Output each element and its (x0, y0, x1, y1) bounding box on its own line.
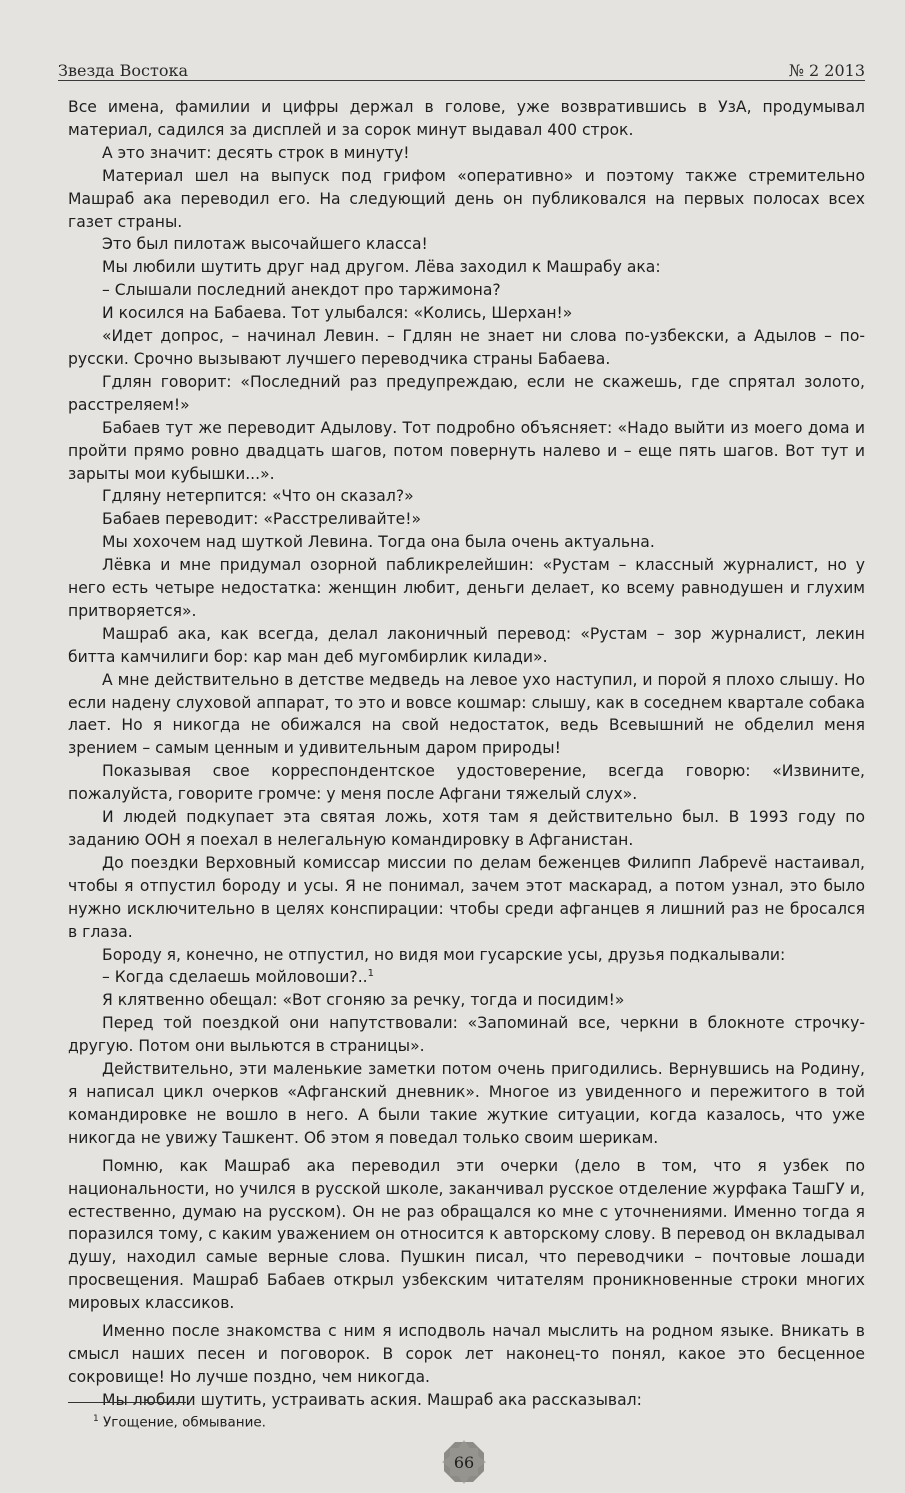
paragraph: «Идет допрос, – начинал Левин. – Гдлян не знает ни слова по-узбекски, а Адылов – по-русски. Срочно вызывают лучшего переводчика страны Бабаева. (68, 327, 865, 368)
article-body (68, 96, 865, 1412)
footnote-number: 1 (93, 1414, 99, 1424)
footnote-text: Угощение, обмывание. (103, 1414, 266, 1431)
paragraph: Бороду я, конечно, не отпустил, но видя мои гусарские усы, друзья подкалывали: (102, 945, 786, 964)
footnote (93, 1410, 266, 1432)
paragraph: Машраб ака, как всегда, делал лаконичный перевод: «Рустам – зор журналист, лекин битта камчилиги бор: кар ман деб мугомбирлик килади». (68, 624, 865, 666)
paragraph: Материал шел на выпуск под грифом «оперативно» и поэтому также стремительно Машраб ака переводил его. На следующий день он публиковался на первых полосах всех газет страны. (68, 166, 865, 231)
paragraph: А мне действительно в детстве медведь на левое ухо наступил, и порой я плохо слышу. Но если надену слуховой аппарат, то это и вовсе кошмар: слышу, как в соседнем квартале собака лает. Но я никогда не обижался на свой недостаток, ведь Всевышний не обделил меня зрением – самым ценным и удивительным даром природы! (68, 670, 866, 758)
paragraph-with-footnote (68, 966, 865, 989)
paragraph: Гдлян говорит: «Последний раз предупреждаю, если не скажешь, где спрятал золото, расстреляем!» (68, 372, 865, 414)
page-number-badge (442, 1440, 486, 1484)
header-rule (58, 80, 865, 81)
paragraph: Перед той поездкой они напутствовали: «Запоминай все, черкни в блокноте строчку-другую. Потом они выльются в страницы». (68, 1014, 865, 1056)
paragraph: Это был пилотаж высочайшего класса! (102, 235, 428, 254)
paragraph: Действительно, эти маленькие заметки потом очень пригодились. Вернувшись на Родину, я написал цикл очерков «Афганский дневник». Многое из увиденного и пережитого в той командировке не вошло в него. А были такие жуткие ситуации, когда казалось, что уже никогда не увижу Ташкент. Об этом я поведал только своим шерикам. (68, 1060, 865, 1147)
paragraph: Я клятвенно обещал: «Вот сгоняю за речку, тогда и посидим!» (102, 991, 625, 1010)
issue-label: № 2 2013 (788, 61, 865, 80)
footnote-reference[interactable]: 1 (367, 968, 374, 980)
page-number: 66 (453, 1452, 475, 1472)
paragraph: Именно после знакомства с ним я исподволь начал мыслить на родном языке. Вникать в смысл наших песен и поговорок. В сорок лет наконец-то понял, какое это бесценное сокровище! Но лучше поздно, чем никогда. (68, 1322, 865, 1386)
paragraph: Гдляну нетерпится: «Что он сказал?» (102, 487, 414, 506)
paragraph: И людей подкупает эта святая ложь, хотя там я действительно был. В 1993 году по заданию ООН я поехал в нелегальную командировку в Афганистан. (68, 808, 865, 849)
paragraph: И косился на Бабаева. Тот улыбался: «Колись, Шерхан!» (102, 304, 573, 323)
paragraph: Лёвка и мне придумал озорной пабликрелейшин: «Рустам – классный журналист, но у него есть четыре недостатка: женщин любит, деньги делает, ко всему равнодушен и глухим притворяется». (68, 556, 865, 620)
paragraph-text: – Когда сделаешь мойловоши?.. (102, 968, 368, 987)
paragraph: Мы любили шутить, устраивать аския. Машраб ака рассказывал: (102, 1390, 642, 1409)
paragraph: А это значит: десять строк в минуту! (102, 143, 410, 162)
paragraph: Помню, как Машраб ака переводил эти очерки (дело в том, что я узбек по национальности, но учился в русской школе, заканчивал русское отделение журфака ТашГУ и, естественно, думаю на русском). Он не раз обращался ко мне с уточнениями. Именно тогда я поразился тому, с каким уважением он относится к авторскому слову. В перевод он вкладывал душу, находил самые верные слова. Пушкин писал, что переводчики – почтовые лошади просвещения. Машраб Бабаев открыл узбекским читателям проникновенные строки многих мировых классиков. (68, 1156, 865, 1313)
paragraph: Бабаев тут же переводит Адылову. Тот подробно объясняет: «Надо выйти из моего дома и пройти прямо ровно двадцать шагов, потом повернуть налево и – еще пять шагов. Вот тут и зарыты мои кубышки...». (68, 418, 865, 483)
footnote-rule (68, 1402, 186, 1403)
paragraph: Бабаев переводит: «Расстреливайте!» (102, 510, 422, 529)
journal-title: Звезда Востока (58, 61, 189, 80)
paragraph: Мы хохочем над шуткой Левина. Тогда она была очень актуальна. (102, 533, 655, 552)
running-header (58, 50, 865, 80)
paragraph: Все имена, фамилии и цифры держал в голове, уже возвратившись в УзА, продумывал материал, садился за дисплей и за сорок минут выдавал 400 строк. (68, 98, 865, 139)
paragraph: Показывая свое корреспондентское удостоверение, всегда говорю: «Извините, пожалуйста, говорите громче: у меня после Афгани тяжелый слух». (68, 762, 865, 804)
paragraph: Мы любили шутить друг над другом. Лёва заходил к Машрабу ака: (102, 258, 661, 277)
paragraph: – Слышали последний анекдот про таржимона? (102, 281, 501, 300)
paragraph: До поездки Верховный комиссар миссии по делам беженцев Филипп Лабреvё настаивал, чтобы я отпустил бороду и усы. Я не понимал, зачем этот маскарад, а потом узнал, это было нужно исключительно в целях конспирации: чтобы среди афганцев я лишний раз не бросался в глаза. (68, 853, 865, 941)
